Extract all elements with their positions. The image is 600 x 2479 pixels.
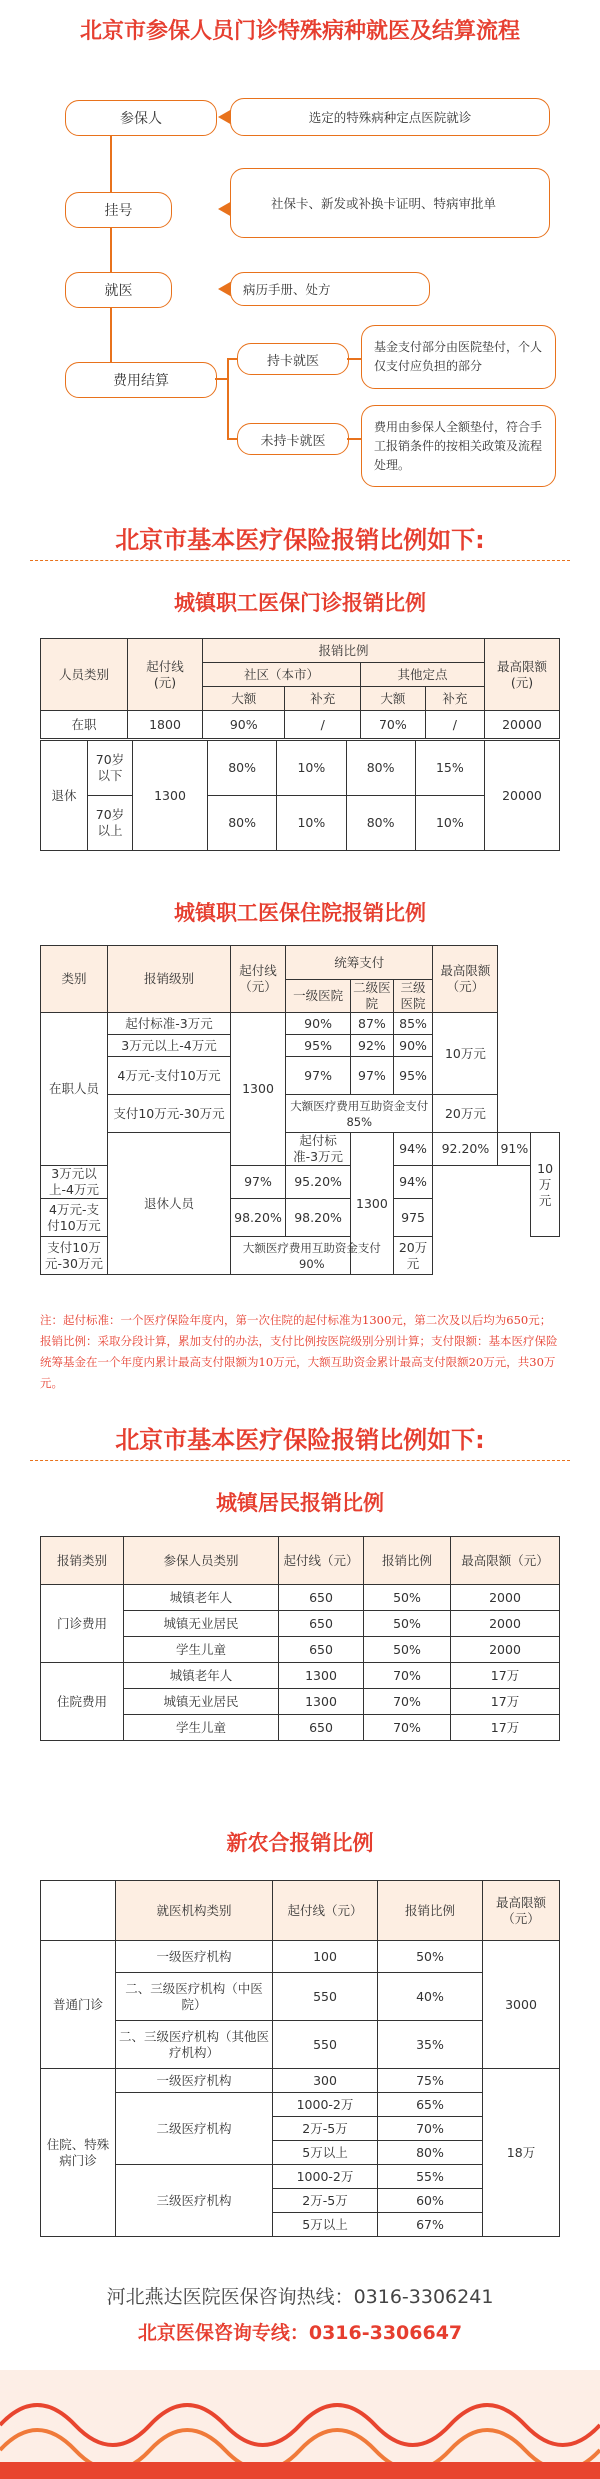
flow-connector [215, 378, 227, 380]
table-cell: 2万-5万 [273, 2189, 378, 2213]
table-cell: 90% [203, 711, 285, 739]
table-cell: 80% [346, 741, 415, 796]
col-header: 最高限额 (元) [485, 639, 560, 711]
table-cell: 35% [378, 2021, 483, 2069]
table-cell: 50% [364, 1585, 451, 1611]
col-header: 其他定点 [360, 663, 484, 687]
table-cell: 650 [279, 1611, 364, 1637]
branch-note-with-card: 基金支付部分由医院垫付，个人仅支付应负担的部分 [361, 325, 556, 389]
table-cell: 10万元 [433, 1013, 498, 1095]
col-header: 最高限额（元） [433, 946, 498, 1013]
table-cell: 87% [351, 1013, 394, 1035]
table-cell: 学生儿童 [124, 1637, 279, 1663]
table-cell: 3万元以上-4万元 [41, 1166, 108, 1199]
table-cell: 住院、特殊病门诊 [41, 2069, 116, 2237]
table-cell: 95.20% [286, 1166, 351, 1199]
table-cell: 支付10万元-30万元 [41, 1237, 108, 1275]
table-cell: 5万以上 [273, 2141, 378, 2165]
table-cell: 17万 [451, 1689, 560, 1715]
table-cell: 10% [277, 741, 346, 796]
col-header: 最高限额（元） [451, 1537, 560, 1585]
table-cell: 18万 [483, 2069, 560, 2237]
table-cell: 98.20% [231, 1199, 286, 1237]
table-cell: 75% [378, 2069, 483, 2093]
flow-connector [347, 438, 361, 440]
table-row [41, 1663, 560, 1689]
col-header [41, 1881, 116, 1941]
table-cell: 2万-5万 [273, 2117, 378, 2141]
col-header: 报销比例 [364, 1537, 451, 1585]
ncms-table [40, 1880, 560, 2237]
outpatient-employee-table [40, 638, 560, 739]
col-header: 起付线（元） [279, 1537, 364, 1585]
table-cell: 70% [364, 1689, 451, 1715]
col-header: 起付线（元） [231, 946, 286, 1013]
table-cell: 1300 [351, 1133, 394, 1275]
table-cell: 普通门诊 [41, 1941, 116, 2069]
flow-connector [347, 358, 361, 360]
table-cell: 1300 [231, 1013, 286, 1166]
col-header: 三级医院 [393, 980, 433, 1013]
outpatient-retired-table [40, 740, 560, 851]
table-cell: 退休人员 [108, 1133, 231, 1275]
col-header: 大额 [360, 687, 425, 711]
table-cell: 4万元-支付10万元 [41, 1199, 108, 1237]
col-header: 起付线（元） [273, 1881, 378, 1941]
table-cell: 城镇老年人 [124, 1585, 279, 1611]
table-cell: 50% [364, 1637, 451, 1663]
table-cell: 5万以上 [273, 2213, 378, 2237]
col-header: 报销级别 [108, 946, 231, 1013]
hotline-beijing: 北京医保咨询专线：0316-3306647 [137, 2322, 463, 2344]
table-cell: 15% [415, 741, 484, 796]
table-cell: 80% [208, 741, 277, 796]
flow-connector [227, 358, 229, 438]
flow-step-treatment: 就医 [65, 272, 172, 308]
table-cell: 975 [393, 1199, 433, 1237]
table-cell: 17万 [451, 1715, 560, 1741]
table-cell: 97% [231, 1166, 286, 1199]
table-row [41, 741, 560, 796]
table-cell: 支付10万元-30万元 [108, 1095, 231, 1133]
table-cell: 55% [378, 2165, 483, 2189]
table-cell: 550 [273, 1973, 378, 2021]
table-cell: 650 [279, 1637, 364, 1663]
table-cell: / [425, 711, 484, 739]
table-cell: 60% [378, 2189, 483, 2213]
flow-step-insured: 参保人 [65, 100, 217, 136]
col-header: 补充 [425, 687, 484, 711]
table-cell: 住院费用 [41, 1663, 124, 1741]
resident-table [40, 1536, 560, 1741]
table-cell: 3万元以上-4万元 [108, 1035, 231, 1057]
table-cell: 10% [415, 796, 484, 851]
table-title: 城镇职工医保住院报销比例 [174, 901, 426, 925]
branch-without-card: 未持卡就医 [237, 423, 349, 455]
table-cell: 20000 [485, 711, 560, 739]
flow-connector [227, 358, 237, 360]
table-cell: 20万元 [393, 1237, 433, 1275]
table-cell: 650 [279, 1585, 364, 1611]
table-cell: 80% [346, 796, 415, 851]
table-cell: 4万元-支付10万元 [108, 1057, 231, 1095]
table-row [41, 2093, 560, 2117]
table-cell: 70% [364, 1663, 451, 1689]
table-cell: 92.20% [433, 1133, 498, 1166]
table-cell: 城镇无业居民 [124, 1611, 279, 1637]
table-cell: 300 [273, 2069, 378, 2093]
table-row [41, 2069, 560, 2093]
table-cell: 20000 [485, 741, 560, 851]
table-cell: 1000-2万 [273, 2093, 378, 2117]
flow-connector [227, 438, 237, 440]
col-header: 报销比例 [378, 1881, 483, 1941]
table-cell: 91% [498, 1133, 531, 1166]
table-cell: 70% [378, 2117, 483, 2141]
table-cell: 退休 [41, 741, 88, 851]
flow-note-record: 病历手册、处方 [230, 272, 430, 306]
table-cell: 94% [393, 1166, 433, 1199]
table-cell: 94% [393, 1133, 433, 1166]
table-cell: 90% [393, 1035, 433, 1057]
table-row [41, 1133, 560, 1166]
table-row [41, 1973, 560, 2021]
table-cell: 50% [364, 1611, 451, 1637]
table-cell: 20万元 [433, 1095, 498, 1133]
table-cell: 起付标准-3万元 [286, 1133, 351, 1166]
table-cell: 大额医疗费用互助资金支付85% [286, 1095, 433, 1133]
flow-step-settlement: 费用结算 [65, 362, 217, 398]
col-header: 补充 [285, 687, 361, 711]
table-cell: 在职 [41, 711, 128, 739]
table-cell: 92% [351, 1035, 394, 1057]
table-cell: 二级医疗机构 [116, 2093, 273, 2165]
table-cell: 97% [286, 1057, 351, 1095]
table-title: 新农合报销比例 [226, 1831, 374, 1855]
flow-step-register: 挂号 [65, 192, 172, 228]
table-row [41, 796, 560, 851]
table-cell: 10% [277, 796, 346, 851]
table-cell: 1800 [128, 711, 203, 739]
col-header: 最高限额（元） [483, 1881, 560, 1941]
page-title: 北京市参保人员门诊特殊病种就医及结算流程 [79, 19, 520, 44]
table-cell: 2000 [451, 1611, 560, 1637]
section-title: 北京市基本医疗保险报销比例如下: [115, 526, 485, 554]
flow-note-hospital: 选定的特殊病种定点医院就诊 [230, 98, 550, 136]
decorative-wave-border [0, 2370, 600, 2479]
inpatient-employee-table [40, 945, 560, 1275]
divider [30, 560, 570, 561]
table-cell: 门诊费用 [41, 1585, 124, 1663]
table-cell: 98.20% [286, 1199, 351, 1237]
table-cell: 一级医疗机构 [116, 2069, 273, 2093]
table-cell: 三级医疗机构 [116, 2165, 273, 2237]
col-header: 报销比例 [203, 639, 485, 663]
table-cell: 17万 [451, 1663, 560, 1689]
hotline-hebei: 河北燕达医院医保咨询热线：0316-3306241 [106, 2286, 494, 2308]
table-title: 城镇居民报销比例 [216, 1491, 384, 1515]
divider [30, 1460, 570, 1461]
table-cell: 3000 [483, 1941, 560, 2069]
table-cell: 1300 [279, 1663, 364, 1689]
table-cell: 在职人员 [41, 1013, 108, 1166]
table-cell: 90% [286, 1013, 351, 1035]
footnote: 注：起付标准：一个医疗保险年度内，第一次住院的起付标准为1300元，第二次及以后均为650元；报销比例：采取分段计算，累加支付的办法，支付比例按医院级别分别计算；支付限额：基本医疗保险统筹基金在一个年度内累计最高支付限额为10万元，大额互助资金累计最高支付限额20万元，共30万元。 [40, 1313, 558, 1390]
table-cell: 40% [378, 1973, 483, 2021]
col-header: 参保人员类别 [124, 1537, 279, 1585]
table-row [41, 1095, 560, 1133]
table-row [41, 1585, 560, 1611]
flow-connector [110, 135, 112, 385]
table-cell: 1300 [133, 741, 208, 851]
table-cell: 95% [393, 1057, 433, 1095]
table-cell: 10万元 [531, 1133, 560, 1237]
col-header: 统筹支付 [286, 946, 433, 980]
table-title: 城镇职工医保门诊报销比例 [174, 591, 426, 615]
table-cell: 70% [360, 711, 425, 739]
table-cell: 一级医疗机构 [116, 1941, 273, 1973]
table-cell: / [285, 711, 361, 739]
branch-with-card: 持卡就医 [237, 343, 349, 375]
table-cell: 650 [279, 1715, 364, 1741]
table-cell: 100 [273, 1941, 378, 1973]
table-cell: 大额医疗费用互助资金支付90% [231, 1237, 394, 1275]
section-title: 北京市基本医疗保险报销比例如下: [115, 1426, 485, 1454]
table-cell: 城镇老年人 [124, 1663, 279, 1689]
table-cell: 70% [364, 1715, 451, 1741]
col-header: 社区（本市） [203, 663, 361, 687]
table-cell: 550 [273, 2021, 378, 2069]
table-cell: 二、三级医疗机构（中医院） [116, 1973, 273, 2021]
col-header: 人员类别 [41, 639, 128, 711]
table-cell: 50% [378, 1941, 483, 1973]
branch-note-without-card: 费用由参保人全额垫付，符合手工报销条件的按相关政策及流程处理。 [361, 405, 556, 487]
table-cell: 65% [378, 2093, 483, 2117]
table-cell: 70岁以下 [88, 741, 133, 796]
table-cell: 2000 [451, 1637, 560, 1663]
table-cell: 67% [378, 2213, 483, 2237]
col-header: 一级医院 [286, 980, 351, 1013]
table-cell: 1000-2万 [273, 2165, 378, 2189]
table-cell: 2000 [451, 1585, 560, 1611]
col-header: 就医机构类别 [116, 1881, 273, 1941]
table-cell: 97% [351, 1057, 394, 1095]
flow-note-card: 社保卡、新发或补换卡证明、特病审批单 [230, 168, 550, 238]
table-row [41, 2165, 560, 2189]
col-header: 报销类别 [41, 1537, 124, 1585]
table-cell: 城镇无业居民 [124, 1689, 279, 1715]
table-cell: 80% [208, 796, 277, 851]
table-cell: 学生儿童 [124, 1715, 279, 1741]
table-cell: 95% [286, 1035, 351, 1057]
table-cell: 二、三级医疗机构（其他医疗机构） [116, 2021, 273, 2069]
table-cell: 85% [393, 1013, 433, 1035]
table-cell: 80% [378, 2141, 483, 2165]
table-cell: 70岁以上 [88, 796, 133, 851]
table-row [41, 2021, 560, 2069]
table-row [41, 711, 560, 739]
table-row [41, 1013, 560, 1035]
col-header: 大额 [203, 687, 285, 711]
col-header: 起付线 (元) [128, 639, 203, 711]
table-row [41, 1941, 560, 1973]
table-cell: 1300 [279, 1689, 364, 1715]
col-header: 类别 [41, 946, 108, 1013]
col-header: 二级医院 [351, 980, 394, 1013]
table-cell: 起付标准-3万元 [108, 1013, 231, 1035]
